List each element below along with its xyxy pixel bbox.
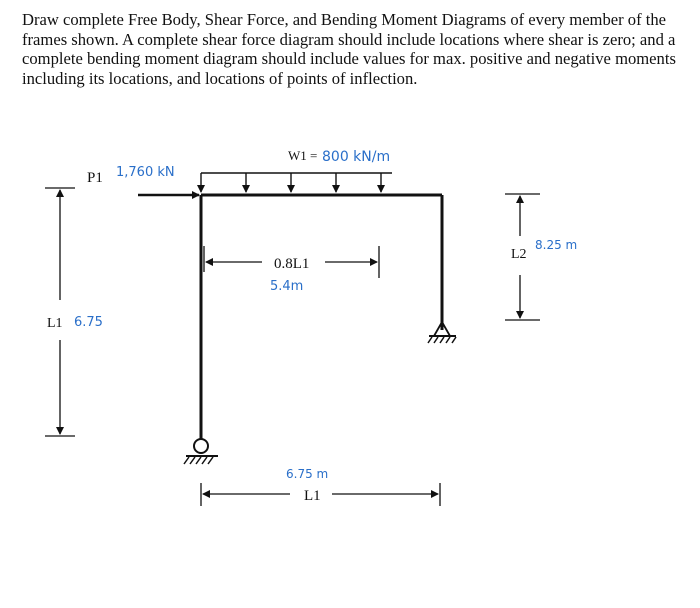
l2-value: 8.25 m [535, 238, 578, 252]
l2-label: L2 [511, 247, 527, 262]
frame-members [201, 195, 442, 444]
p1-value: 1,760 kN [116, 165, 175, 180]
l1-left-value: 6.75 [74, 315, 103, 330]
l1-bottom-value: 6.75 m [286, 467, 329, 481]
distributed-load [201, 173, 392, 192]
l1-bottom-label: L1 [304, 488, 321, 504]
p1-label: P1 [87, 170, 103, 186]
dimension-left-l1 [45, 188, 75, 436]
w1-label: W1 = [288, 148, 318, 163]
dim-08l1-value: 5.4m [270, 279, 304, 294]
l1-left-label: L1 [47, 316, 63, 331]
w1-value: 800 kN/m [322, 149, 391, 165]
pin-support [184, 439, 218, 464]
problem-statement: Draw complete Free Body, Shear Force, and Bending Moment Diagrams of every member of the frames shown. A complete shear force diagram should include locations where shear is zero; and a complete bending moment diagram should include values for max. positive and negative moments including its locations, and locations of points of inflection. [22, 10, 676, 88]
dim-08l1-label: 0.8L1 [274, 256, 310, 272]
